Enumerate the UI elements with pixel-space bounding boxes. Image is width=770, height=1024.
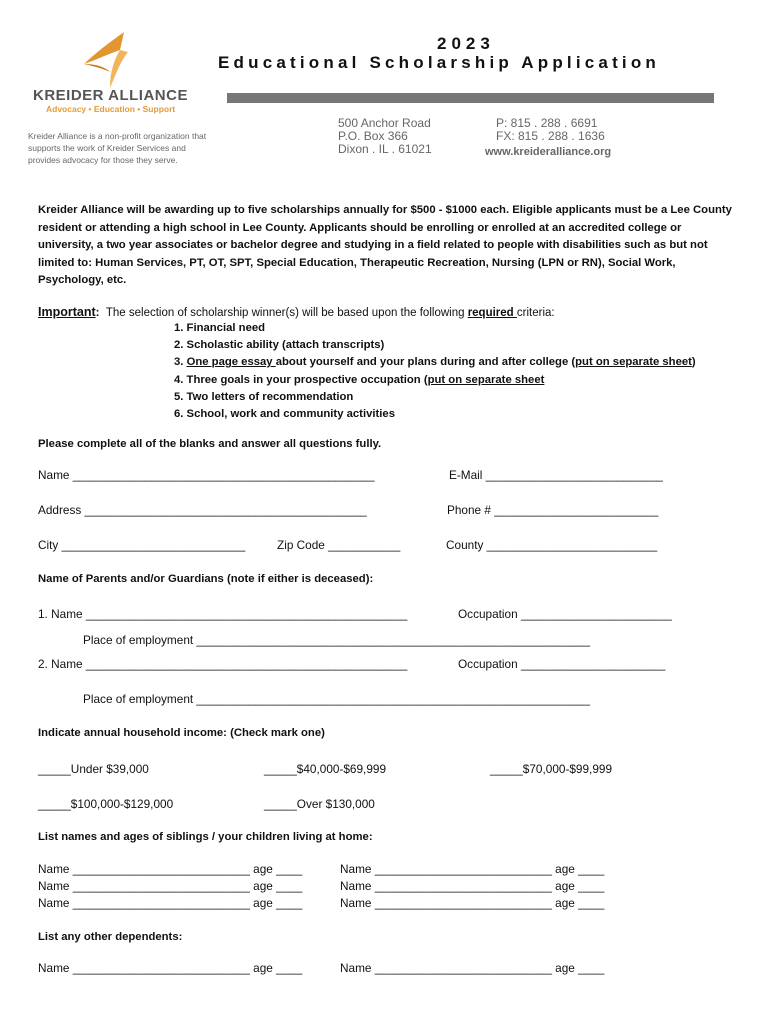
parent-2-occupation-field[interactable]: Occupation ______________________ <box>458 657 666 671</box>
siblings-heading: List names and ages of siblings / your children living at home: <box>38 831 373 843</box>
org-description: Kreider Alliance is a non-profit organization that supports the work of Kreider Services and provides advocacy for those they serve. <box>28 131 207 165</box>
phone-block <box>496 117 605 143</box>
criterion-3 <box>174 356 696 368</box>
criterion-2: 2. Scholastic ability (attach transcripts) <box>174 339 385 351</box>
dependents-heading: List any other dependents: <box>38 931 183 943</box>
income-over-130000[interactable]: _____Over $130,000 <box>264 797 375 811</box>
phone-field[interactable]: Phone # _________________________ <box>447 503 659 517</box>
criterion-5: 5. Two letters of recommendation <box>174 391 354 403</box>
sibling-5-field[interactable]: Name ___________________________ age ____ <box>38 896 303 910</box>
email-field[interactable]: E-Mail ___________________________ <box>449 468 663 482</box>
parent-1-employment-field[interactable]: Place of employment ____________________________________________________________ <box>83 633 591 647</box>
criterion-6: 6. School, work and community activities <box>174 408 395 420</box>
phone: P: 815 . 288 . 6691 <box>496 116 598 130</box>
parent-2-name-field[interactable]: 2. Name _________________________________________________ <box>38 657 408 671</box>
form-instructions: Please complete all of the blanks and answer all questions fully. <box>38 438 382 450</box>
intro-paragraph: Kreider Alliance will be awarding up to five scholarships annually for $500 - $1000 each. Eligible applicants must be a Lee County resident or attending a high school in Lee County. Applicants should be enrolling or enrolled at an accredited college or university, a two year associates or bachelor degree and studying in a field related to people with disabilities such as but not limited to: Human Services, PT, OT, SPT, Special Education, Therapeutic Recreation, Nursing (LPN or RN), Social Work, Psychology, etc. <box>38 204 732 286</box>
page-title: Educational Scholarship Application <box>218 53 661 72</box>
address-line-3: Dixon . IL . 61021 <box>338 142 432 156</box>
criterion-4-text: 4. Three goals in your prospective occupation ( <box>174 374 428 386</box>
sibling-3-field[interactable]: Name ___________________________ age ____ <box>38 879 303 893</box>
parents-heading: Name of Parents and/or Guardians (note if either is deceased): <box>38 573 374 585</box>
address-block <box>338 117 432 156</box>
parent-1-occupation-field[interactable]: Occupation _______________________ <box>458 607 672 621</box>
dependent-1-field[interactable]: Name ___________________________ age ____ <box>38 961 303 975</box>
zip-field[interactable]: Zip Code ___________ <box>277 538 401 552</box>
criterion-4 <box>174 374 544 386</box>
important-required: required <box>467 307 517 319</box>
income-heading: Indicate annual household income: (Check mark one) <box>38 727 325 739</box>
income-under-39000[interactable]: _____Under $39,000 <box>38 762 149 776</box>
income-40000-69999[interactable]: _____$40,000-$69,999 <box>264 762 387 776</box>
important-text: The selection of scholarship winner(s) will be based upon the following <box>105 307 468 319</box>
address-line-2: P.O. Box 366 <box>338 129 408 143</box>
important-colon: : <box>95 307 100 319</box>
address-field[interactable]: Address ___________________________________________ <box>38 503 367 517</box>
dependent-2-field[interactable]: Name ___________________________ age ____ <box>340 961 605 975</box>
sibling-4-field[interactable]: Name ___________________________ age ____ <box>340 879 605 893</box>
criterion-4-separate: put on separate sheet <box>427 374 545 386</box>
criterion-3-essay: One page essay <box>186 356 276 368</box>
important-line <box>38 305 555 319</box>
criterion-3-end: ) <box>691 356 696 368</box>
income-70000-99999[interactable]: _____$70,000-$99,999 <box>490 762 613 776</box>
county-field[interactable]: County __________________________ <box>446 538 658 552</box>
logo-tagline: Advocacy • Education • Support <box>46 104 176 114</box>
address-line-1: 500 Anchor Road <box>338 116 431 130</box>
parent-1-name-field[interactable]: 1. Name _________________________________________________ <box>38 607 408 621</box>
important-label: Important <box>38 305 96 319</box>
sibling-2-field[interactable]: Name ___________________________ age ____ <box>340 862 605 876</box>
criterion-3-num: 3. <box>174 356 187 368</box>
fax: FX: 815 . 288 . 1636 <box>496 129 605 143</box>
kreider-alliance-logo-icon <box>80 30 132 90</box>
sibling-1-field[interactable]: Name ___________________________ age ____ <box>38 862 303 876</box>
criterion-3-text: about yourself and your plans during and after college ( <box>275 356 576 368</box>
year: 2023 <box>437 34 495 53</box>
sibling-6-field[interactable]: Name ___________________________ age ____ <box>340 896 605 910</box>
parent-2-employment-field[interactable]: Place of employment ____________________________________________________________ <box>83 692 591 706</box>
criterion-3-separate: put on separate sheet <box>575 356 692 368</box>
logo-name: KREIDER ALLIANCE <box>33 87 188 104</box>
income-100000-129000[interactable]: _____$100,000-$129,000 <box>38 797 174 811</box>
criterion-1: 1. Financial need <box>174 322 266 334</box>
city-field[interactable]: City ____________________________ <box>38 538 246 552</box>
header-bar <box>227 93 714 103</box>
important-criteria: criteria: <box>516 307 555 319</box>
website: www.kreideralliance.org <box>485 146 612 158</box>
name-field[interactable]: Name ______________________________________________ <box>38 468 375 482</box>
